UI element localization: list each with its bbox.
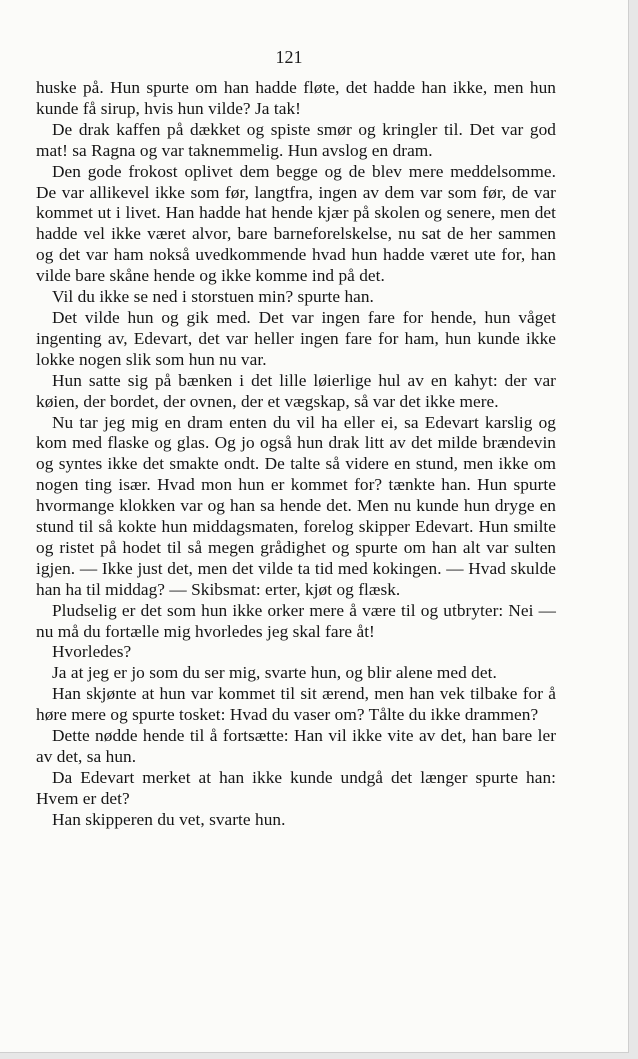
paragraph: Pludselig er det som hun ikke orker mere å være til og utbryter: Nei — nu må du fortælle mig hvorledes jeg skal fare åt! — [36, 600, 556, 641]
paragraph: De drak kaffen på dækket og spiste smør og kringler til. Det var god mat! sa Ragna og var taknemmelig. Hun avslog en dram. — [36, 119, 556, 160]
paragraph: Dette nødde hende til å fortsætte: Han vil ikke vite av det, han bare ler av det, sa hun. — [36, 726, 556, 766]
page-number: 121 — [275, 47, 303, 67]
paragraph: Da Edevart merket at han ikke kunde undgå det længer spurte han: Hvem er det? — [36, 767, 556, 808]
paragraph: Ja at jeg er jo som du ser mig, svarte hun, og blir alene med det. — [52, 663, 497, 683]
paragraph: Nu tar jeg mig en dram enten du vil ha eller ei, sa Edevart karslig og kom med flaske og glas. Og jo også hun drak litt av det milde brændevin og syntes ikke det smakte ondt. De talte så videre en stund, men ikke om nogen ting især. Hvad mon hun er kommet for? tænkte han. Hun spurte hvormange klokken var og han sa hende det. Men nu kunde hun dryge en stund til så kokte hun middagsmaten, forelog skipper Edevart. Hun smilte og ristet på hodet til så megen grådighet og spurte om han alt var sulten igjen. — Ikke just det, men det vilde ta tid med kokingen. — Hvad skulde han ha til middag? — Skibsmat: erter, kjøt og flæsk. — [36, 412, 556, 599]
paragraph: Han skjønte at hun var kommet til sit ærend, men han vek tilbake for å høre mere og spurte tosket: Hvad du vaser om? Tålte du ikke drammen? — [36, 684, 556, 725]
paragraph: Vil du ikke se ned i storstuen min? spurte han. — [52, 287, 374, 307]
body-text — [36, 78, 556, 831]
paragraph: Hvorledes? — [52, 642, 132, 662]
paragraph: huske på. Hun spurte om han hadde fløte, det hadde han ikke, men hun kunde få sirup, hvis hun vilde? Ja tak! — [36, 78, 556, 118]
paragraph: Den gode frokost oplivet dem begge og de blev mere meddelsomme. De var allikevel ikke som før, langtfra, ingen av dem var som før, de var kommet ut i livet. Han hadde hat hende kjær på skolen og senere, men det hadde vel ikke været alvor, bare barneforelskelse, nu sat de her sammen og det var ham nokså uvedkommende hvad hun hadde været ute for, han vilde bare skåne hende og ikke komme ind på det. — [36, 161, 556, 286]
paragraph: Det vilde hun og gik med. Det var ingen fare for hende, hun våget ingenting av, Edevart, det var heller ingen fare for ham, hun kunde ikke lokke nogen slik som hun nu var. — [36, 307, 556, 369]
paragraph: Hun satte sig på bænken i det lille løierlige hul av en kahyt: der var køien, der bordet, der ovnen, der et vægskap, så var det ikke mere. — [36, 370, 556, 411]
paragraph: Han skipperen du vet, svarte hun. — [52, 809, 286, 829]
